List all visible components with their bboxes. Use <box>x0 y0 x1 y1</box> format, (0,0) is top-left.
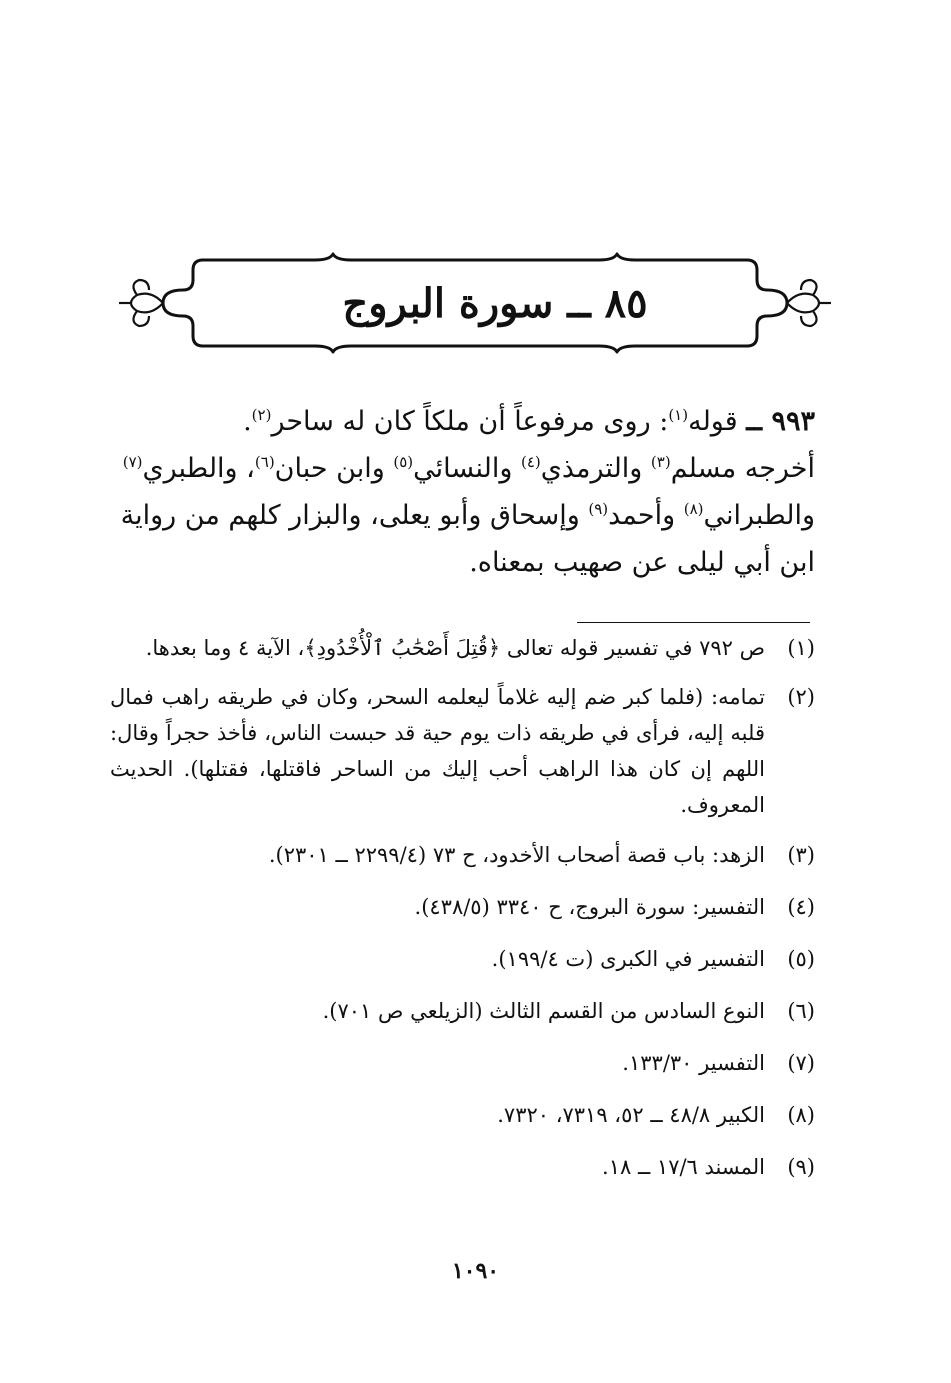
text-run: وابن حبان <box>274 453 394 484</box>
footnote-ref[interactable]: (٤) <box>520 453 541 471</box>
hadith-line-1 <box>110 398 815 445</box>
text-run: ابن أبي ليلى عن صهيب بمعناه. <box>469 547 815 578</box>
text-run: : روى مرفوعاً أن ملكاً كان له ساحر <box>271 406 669 437</box>
text-run: وأحمد <box>608 500 684 531</box>
text-run: أخرجه مسلم <box>670 453 815 484</box>
footnote-text: الزهد: باب قصة أصحاب الأخدود، ح ٧٣ (٢٢٩٩/٤ ــ ٢٣٠١). <box>268 843 765 867</box>
footnote-9 <box>110 1149 815 1185</box>
footnote-number: (٣) <box>787 843 815 867</box>
text-run: والنسائي <box>413 453 521 484</box>
text-run: وإسحاق وأبو يعلى، والبزار كلهم من رواية <box>120 500 589 531</box>
footnote-6 <box>110 993 815 1029</box>
footnote-ref[interactable]: (٩) <box>588 500 609 518</box>
text-run: والطبراني <box>703 500 815 531</box>
footnote-text: التفسير ١٣٣/٣٠. <box>622 1051 765 1075</box>
footnote-4 <box>110 889 815 925</box>
footnote-2 <box>110 679 815 823</box>
hadith-text <box>110 398 815 586</box>
footnote-ref[interactable]: (٣) <box>650 453 671 471</box>
footnote-7 <box>110 1045 815 1081</box>
footnote-ref[interactable]: (١) <box>668 406 689 424</box>
footnote-ref[interactable]: (٢) <box>251 406 272 424</box>
footnote-ref[interactable]: (٨) <box>683 500 704 518</box>
footnote-5 <box>110 941 815 977</box>
page-number: ١٠٩٠ <box>451 1258 500 1284</box>
footnote-number: (٦) <box>787 999 815 1023</box>
footnote-text: المسند ١٧/٦ ــ ١٨. <box>602 1155 765 1179</box>
footnote-number: (٥) <box>787 947 815 971</box>
footnote-number: (٧) <box>787 1051 815 1075</box>
hadith-line-2 <box>110 445 815 492</box>
hadith-number: ٩٩٣ ــ <box>746 406 815 437</box>
footnote-text: التفسير في الكبرى (ت ١٩٩/٤). <box>491 947 765 971</box>
footnote-ref[interactable]: (٥) <box>393 453 414 471</box>
hadith-line-4 <box>110 539 815 586</box>
footnote-text: الكبير ٤٨/٨ ــ ٥٢، ٧٣١٩، ٧٣٢٠. <box>497 1103 765 1127</box>
footnote-8 <box>110 1097 815 1133</box>
footnote-number: (٨) <box>787 1103 815 1127</box>
footnote-ref[interactable]: (٧) <box>122 453 143 471</box>
hadith-line-3 <box>110 492 815 539</box>
footnote-1 <box>110 630 815 666</box>
footnote-ref[interactable]: (٦) <box>254 453 275 471</box>
footnote-divider <box>577 622 810 623</box>
footnote-number: (١) <box>787 636 815 660</box>
surah-title: ٨٥ ــ سورة البروج <box>342 279 648 327</box>
footnote-number: (٢) <box>787 685 815 709</box>
text-run: والترمذي <box>540 453 651 484</box>
footnotes <box>110 630 815 1185</box>
text-run: ، والطبري <box>142 453 255 484</box>
surah-title-banner <box>115 250 835 356</box>
footnote-number: (٤) <box>787 895 815 919</box>
footnote-text: ص ٧٩٢ في تفسير قوله تعالى ﴿قُتِلَ أَصْحَٰبُ ٱلْأُخْدُودِ﴾، الآية ٤ وما بعدها. <box>145 636 765 660</box>
footnote-text: النوع السادس من القسم الثالث (الزيلعي ص ٧٠١). <box>322 999 765 1023</box>
text-run: قوله <box>688 406 738 437</box>
footnote-3 <box>110 837 815 873</box>
text-run: . <box>243 406 252 437</box>
footnote-text: التفسير: سورة البروج، ح ٣٣٤٠ (٤٣٨/٥). <box>414 895 765 919</box>
footnote-number: (٩) <box>787 1155 815 1179</box>
footnote-text: تمامه: (فلما كبر ضم إليه غلاماً ليعلمه السحر، وكان في طريقه راهب فمال قلبه إليه، فرأى في طريقه ذات يوم حية قد حبست الناس، فأخذ حجراً وقال: اللهم إن كان هذا الراهب أحب إليك من الساحر فاقتلها، فقتلها). الحديث المعروف. <box>110 685 765 817</box>
